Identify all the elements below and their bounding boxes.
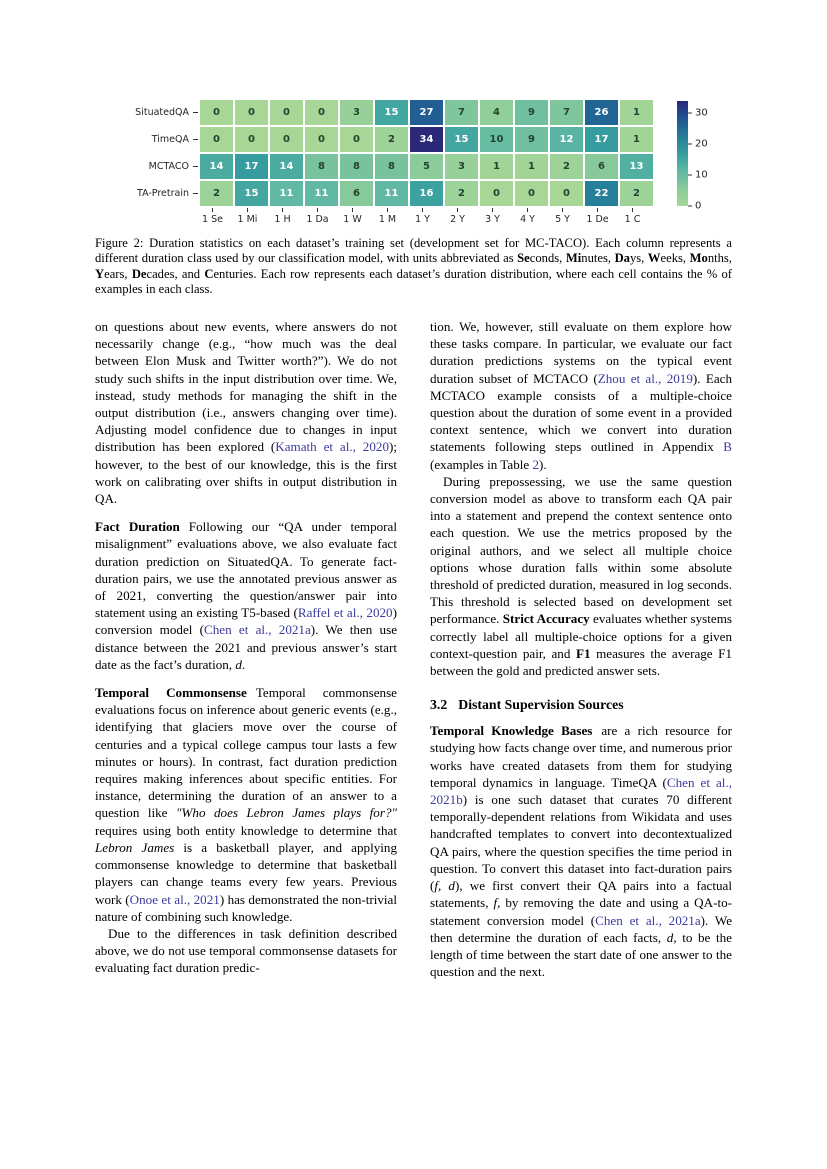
heatmap-cell: 0	[235, 127, 268, 152]
body-text: .	[241, 656, 246, 672]
body-text: ).	[539, 456, 547, 472]
caption-bold-unit: Y	[95, 266, 105, 281]
heatmap-cell: 2	[620, 181, 653, 206]
heatmap-cell: 9	[515, 100, 548, 125]
paragraph-task-differences	[95, 925, 397, 977]
caption-bold-unit: Mi	[565, 251, 582, 266]
citation-link[interactable]: Chen et al., 2021a	[595, 912, 701, 928]
heatmap-x-tick	[511, 208, 544, 225]
heatmap-cell: 8	[375, 154, 408, 179]
figure-2	[95, 100, 732, 225]
heatmap-row-label: MCTACO	[148, 161, 189, 172]
figure-caption	[95, 236, 732, 298]
heatmap-x-tick	[441, 208, 474, 225]
math-variable: f, d	[434, 878, 455, 894]
body-text: ) has demonstrated the non-trivial nature of combining such knowledge.	[95, 891, 397, 924]
heatmap-cell: 2	[375, 127, 408, 152]
citation-link[interactable]: Chen et al., 2021b	[430, 774, 732, 808]
heatmap-x-tick-mark	[352, 208, 353, 212]
body-text: tion. We, however, still evaluate on them explore how these tasks compare. In particular, we evaluate our fact duration predictions systems on the typical event duration subset of MCTACO (	[430, 319, 732, 386]
section-title: Distant Supervision Sources	[458, 697, 624, 713]
heatmap-x-tick-mark	[422, 208, 423, 212]
caption-bold-unit: De	[131, 266, 147, 281]
heatmap-cell: 1	[620, 127, 653, 152]
colorbar-tick-mark	[688, 113, 692, 114]
right-column	[430, 318, 732, 980]
heatmap-cell: 0	[340, 127, 373, 152]
cross-reference-link[interactable]: B	[723, 439, 732, 455]
heatmap-row-cells	[200, 127, 655, 152]
heatmap-cell: 6	[340, 181, 373, 206]
caption-text: cades, and	[146, 266, 205, 281]
heatmap-cell: 11	[305, 181, 338, 206]
heatmap-row-cells	[200, 154, 655, 179]
heatmap-row-label: SituatedQA	[135, 107, 189, 118]
caption-text: ys,	[629, 251, 648, 266]
heatmap-cell: 26	[585, 100, 618, 125]
colorbar-tick	[688, 139, 708, 150]
body-text: ) conversion model (	[95, 605, 397, 638]
heatmap-row	[111, 154, 655, 179]
caption-bold-unit: C	[204, 266, 214, 281]
heatmap-cell: 11	[375, 181, 408, 206]
heatmap-cell: 0	[305, 100, 338, 125]
heatmap-row-tick	[193, 139, 198, 140]
heatmap-row-tick	[193, 166, 198, 167]
body-text: ). We then determine the duration of each facts,	[430, 912, 732, 945]
heatmap-x-tick	[581, 208, 614, 225]
heatmap-row-cells	[200, 100, 655, 125]
heatmap-cell: 27	[410, 100, 443, 125]
heatmap-row-tick	[193, 193, 198, 194]
heatmap-cell: 8	[340, 154, 373, 179]
heatmap-cell: 7	[550, 100, 583, 125]
heatmap-x-tick	[301, 208, 334, 225]
section-number: 3.2	[430, 697, 448, 713]
heatmap-cell: 1	[515, 154, 548, 179]
heatmap-x-tick-mark	[387, 208, 388, 212]
heatmap-x-tick-label: 1 Se	[202, 214, 223, 225]
heatmap-cell: 2	[200, 181, 233, 206]
heatmap-cell: 0	[550, 181, 583, 206]
colorbar-tick-mark	[688, 175, 692, 176]
heatmap-x-tick-label: 4 Y	[520, 214, 535, 225]
paragraph-temporal-commonsense	[95, 684, 397, 925]
citation-link[interactable]: Chen et al., 2021a	[204, 622, 311, 638]
heatmap-row-label: TA-Pretrain	[137, 188, 189, 199]
heatmap-cell: 15	[235, 181, 268, 206]
colorbar-tick	[688, 201, 701, 212]
heatmap-x-tick	[336, 208, 369, 225]
italic-text: Lebron James	[95, 839, 175, 855]
heatmap-cell: 0	[200, 127, 233, 152]
body-text: ), we first convert their QA pairs into a factual statements,	[430, 878, 732, 911]
heatmap-x-tick-mark	[632, 208, 633, 212]
caption-text: enturies. Each row represents each dataset’s duration distribution, where each cell contains the % of examples in each class.	[95, 266, 732, 297]
colorbar-ticks	[688, 101, 716, 212]
heatmap-grid	[111, 100, 655, 225]
paragraph-mctaco	[430, 318, 732, 473]
heatmap-cell: 5	[410, 154, 443, 179]
heatmap-row	[111, 181, 655, 206]
body-text: requires using both entity knowledge to determine that	[95, 822, 397, 838]
heatmap-x-tick-mark	[562, 208, 563, 212]
heatmap-x-tick-mark	[317, 208, 318, 212]
heatmap-x-tick	[196, 208, 229, 225]
heatmap-row-label: TimeQA	[151, 134, 189, 145]
heatmap-x-tick	[406, 208, 439, 225]
heatmap-cell: 0	[515, 181, 548, 206]
heatmap-row-tick	[193, 112, 198, 113]
heatmap-cell: 3	[445, 154, 478, 179]
heatmap-cell: 1	[480, 154, 513, 179]
heatmap-x-tick-mark	[212, 208, 213, 212]
math-variable: d	[235, 656, 242, 672]
heatmap-x-tick	[266, 208, 299, 225]
colorbar-tick	[688, 108, 708, 119]
heatmap-cell: 6	[585, 154, 618, 179]
heatmap-x-tick-label: 5 Y	[555, 214, 570, 225]
heatmap-x-tick-label: 3 Y	[485, 214, 500, 225]
heatmap-cell: 34	[410, 127, 443, 152]
run-in-heading-fact-duration: Fact Duration	[95, 519, 180, 535]
body-text: Temporal commonsense evaluations focus on inference about generic events (e.g., identifying that glaciers move over the course of centuries and a typical college campus tour lasts a few minutes or hours). In contrast, fact duration prediction requires making inferences about specific entities. For instance, determining the duration of an answer to a question like	[95, 685, 397, 821]
colorbar-tick-label: 10	[695, 169, 708, 181]
heatmap-cell: 15	[445, 127, 478, 152]
heatmap-x-tick-mark	[597, 208, 598, 212]
run-in-heading-temporal-commonsense: Temporal Commonsense	[95, 685, 247, 701]
paragraph-calibration	[95, 318, 397, 507]
body-text: Due to the differences in task definition described above, we do not use temporal commonsense datasets for evaluating fact duration predic-	[95, 925, 397, 976]
citation-link[interactable]: Kamath et al., 2020	[275, 439, 389, 455]
caption-text: conds,	[529, 251, 566, 266]
heatmap-cell: 17	[235, 154, 268, 179]
heatmap-x-tick-label: 1 W	[343, 214, 362, 225]
heatmap-cell: 14	[200, 154, 233, 179]
heatmap-cell: 11	[270, 181, 303, 206]
heatmap-cell: 2	[550, 154, 583, 179]
heatmap-x-tick	[231, 208, 264, 225]
caption-text: ears,	[104, 266, 132, 281]
body-text: (examples in Table	[430, 456, 533, 472]
caption-bold-unit: Mo	[689, 251, 708, 266]
citation-link[interactable]: Onoe et al., 2021	[129, 891, 220, 907]
caption-text: Figure 2: Duration statistics on each dataset’s training set (development set for MC-TACO). Each column represents a different duration class used by our classification model, with units abbreviated as	[95, 236, 732, 266]
body-text: is a basketball player, and applying commonsense knowledge to determine that basketball players can change teams every few years. Previous work (	[95, 839, 397, 907]
heatmap-cell: 0	[200, 100, 233, 125]
body-text: During prepossessing, we use the same question conversion model as above to transform each QA pair into a statement and prepend the context sentence onto each question. We use the metrics proposed by the original authors, and we select all multiple choice options whose duration falls within some absolute threshold of predicted duration, measured in log seconds. This threshold is selected based on development set performance.	[430, 473, 732, 627]
body-text: ). We then use distance between the 2021 and previous answer’s start date as the fact’s duration,	[95, 622, 398, 672]
heatmap-cell: 0	[270, 127, 303, 152]
run-in-heading-temporal-knowledge-bases: Temporal Knowledge Bases	[430, 723, 593, 739]
body-text: ); however, to the best of our knowledge, this is the first work on calibrating over shifts in output distribution in QA.	[95, 439, 397, 507]
body-text: , to be the length of time between the start date of one answer to the question and the next.	[430, 929, 732, 980]
colorbar-tick-mark	[688, 144, 692, 145]
heatmap-row-cells	[200, 181, 655, 206]
heatmap-x-axis	[196, 208, 655, 225]
heatmap-cell: 8	[305, 154, 338, 179]
math-variable: d	[666, 929, 674, 945]
heatmap-cell: 0	[480, 181, 513, 206]
heatmap-x-tick-label: 2 Y	[450, 214, 465, 225]
colorbar-tick-mark	[688, 206, 692, 207]
body-columns	[95, 318, 732, 980]
left-column	[95, 318, 397, 980]
heatmap-x-tick-mark	[527, 208, 528, 212]
heatmap-cell: 16	[410, 181, 443, 206]
heatmap-x-tick-label: 1 De	[586, 214, 609, 225]
colorbar-gradient	[677, 101, 688, 206]
body-text: measures the average F1 between the gold and predicted answer sets.	[430, 645, 732, 679]
body-text: Following our “QA under temporal misalignment” evaluations above, we also evaluate fact duration prediction on SituatedQA. To generate fact-duration pairs, we use the annotated previous answer as of 2021, converting the question/answer pair into statement using an existing T5-based (	[95, 519, 397, 621]
heatmap-x-tick-mark	[457, 208, 458, 212]
body-text: ) is one such dataset that curates 70 different temporally-dependent relations from Wikidata and uses handcrafted templates to convert into decontextualized QA pairs, where the question specifies the time period in question. To convert this dataset into fact-duration pairs (	[430, 792, 732, 894]
heatmap-cell: 3	[340, 100, 373, 125]
citation-link[interactable]: Zhou et al., 2019	[597, 370, 693, 386]
caption-text: nutes,	[581, 251, 615, 266]
body-text: , by removing the date and using a QA-to-statement conversion model (	[430, 895, 732, 928]
heatmap-cell: 14	[270, 154, 303, 179]
colorbar-tick	[688, 170, 708, 181]
cross-reference-link[interactable]: 2	[532, 456, 540, 472]
caption-text: eeks,	[660, 251, 690, 266]
heatmap-cell: 7	[445, 100, 478, 125]
heatmap-cell: 0	[270, 100, 303, 125]
heatmap-x-tick	[546, 208, 579, 225]
heatmap-cell: 22	[585, 181, 618, 206]
heatmap-cell: 2	[445, 181, 478, 206]
colorbar-tick-label: 20	[695, 138, 708, 150]
heatmap-cell: 17	[585, 127, 618, 152]
heatmap-colorbar	[677, 101, 716, 212]
heatmap-row	[111, 127, 655, 152]
heatmap-cell: 12	[550, 127, 583, 152]
math-variable: f	[493, 895, 498, 911]
body-text: evaluates whether systems correctly label all multiple-choice options for a given context-question pair, and	[430, 611, 732, 661]
body-text: ). Each MCTACO example consists of a multiple-choice question about the duration of some event in a provided context sentence, which we convert into duration statements following steps outlined in Appendix	[430, 370, 732, 455]
heatmap-cell: 0	[305, 127, 338, 152]
heatmap-cell: 15	[375, 100, 408, 125]
heatmap-x-tick-label: 1 Da	[306, 214, 329, 225]
heatmap-cell: 0	[235, 100, 268, 125]
heatmap-x-tick-label: 1 H	[274, 214, 291, 225]
paragraph-temporal-knowledge-bases	[430, 722, 732, 980]
paragraph-prepossessing	[430, 473, 732, 679]
caption-text: nths,	[707, 251, 732, 266]
citation-link[interactable]: Raffel et al., 2020	[297, 605, 393, 621]
heatmap-x-tick	[616, 208, 649, 225]
heatmap-cell: 13	[620, 154, 653, 179]
caption-bold-unit: W	[647, 251, 661, 266]
italic-text: "Who does Lebron James plays for?"	[176, 805, 397, 821]
body-text: on questions about new events, where answers do not necessarily change (e.g., “how much was the deal between Elon Musk and Twitter worth?”). We do not study such shifts in the input distribution over time. We, instead, study methods for managing the shift in the output distribution (i.e., answers changing over time). Adjusting model confidence due to changes in input distribution has been explored (	[95, 319, 397, 455]
heatmap-cell: 9	[515, 127, 548, 152]
caption-bold-unit: Se	[517, 251, 530, 266]
heatmap-cell: 1	[620, 100, 653, 125]
section-heading-3-2	[430, 696, 732, 713]
bold-term: F1	[575, 645, 591, 661]
colorbar-tick-label: 30	[695, 107, 708, 119]
heatmap-chart	[95, 100, 732, 225]
heatmap-x-tick	[371, 208, 404, 225]
heatmap-x-tick	[476, 208, 509, 225]
body-text: are a rich resource for studying how facts change over time, and numerous prior works have created datasets from them for studying temporal dynamics in language. TimeQA (	[430, 723, 732, 790]
heatmap-x-tick-mark	[282, 208, 283, 212]
heatmap-x-tick-mark	[247, 208, 248, 212]
heatmap-cell: 10	[480, 127, 513, 152]
heatmap-x-tick-label: 1 C	[624, 214, 641, 225]
bold-term: Strict Accuracy	[502, 611, 590, 627]
colorbar-tick-label: 0	[695, 200, 702, 212]
heatmap-x-tick-label: 1 M	[378, 214, 397, 225]
paragraph-fact-duration	[95, 518, 397, 673]
heatmap-x-tick-mark	[492, 208, 493, 212]
heatmap-x-tick-label: 1 Y	[415, 214, 430, 225]
caption-bold-unit: Da	[614, 251, 630, 266]
heatmap-row	[111, 100, 655, 125]
heatmap-x-tick-label: 1 Mi	[237, 214, 258, 225]
heatmap-cell: 4	[480, 100, 513, 125]
